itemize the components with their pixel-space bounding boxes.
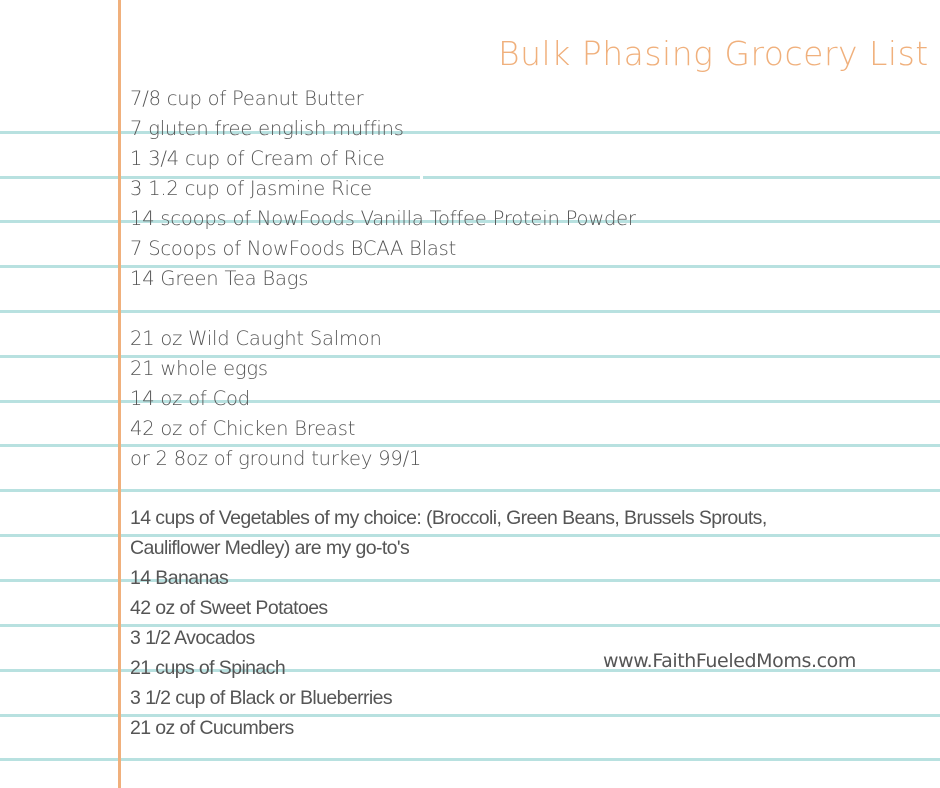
list-item: or 2 8oz of ground turkey 99/1	[130, 447, 422, 470]
page-title: Bulk Phasing Grocery List	[498, 34, 929, 73]
list-item: 21 oz of Cucumbers	[130, 717, 294, 739]
list-item: 14 Bananas	[130, 567, 229, 589]
ruled-line	[0, 489, 940, 492]
list-item: 1 3/4 cup of Cream of Rice	[130, 147, 385, 170]
website-url: www.FaithFueledMoms.com	[603, 650, 857, 672]
list-item: 3 1/2 Avocados	[130, 627, 255, 649]
margin-line	[118, 0, 121, 788]
list-item: Cauliflower Medley) are my go-to's	[130, 537, 410, 559]
list-item: 7 gluten free english muffins	[130, 117, 404, 140]
list-item: 42 oz of Chicken Breast	[130, 417, 356, 440]
list-item: 3 1/2 cup of Black or Blueberries	[130, 687, 393, 709]
list-item: 42 oz of Sweet Potatoes	[130, 597, 328, 619]
list-item: 7/8 cup of Peanut Butter	[130, 87, 364, 110]
list-item: 21 oz Wild Caught Salmon	[130, 327, 382, 350]
list-item: 21 cups of Spinach	[130, 657, 286, 679]
list-item: 14 Green Tea Bags	[130, 267, 309, 290]
ruled-line-gap	[420, 176, 423, 179]
ruled-line	[0, 758, 940, 761]
list-item: 14 scoops of NowFoods Vanilla Toffee Protein Powder	[130, 207, 636, 230]
list-item: 3 1.2 cup of Jasmine Rice	[130, 177, 372, 200]
ruled-line	[0, 310, 940, 313]
list-item: 7 Scoops of NowFoods BCAA Blast	[130, 237, 457, 260]
list-item: 14 oz of Cod	[130, 387, 250, 410]
list-item: 14 cups of Vegetables of my choice: (Broccoli, Green Beans, Brussels Sprouts,	[130, 507, 767, 529]
list-item: 21 whole eggs	[130, 357, 268, 380]
